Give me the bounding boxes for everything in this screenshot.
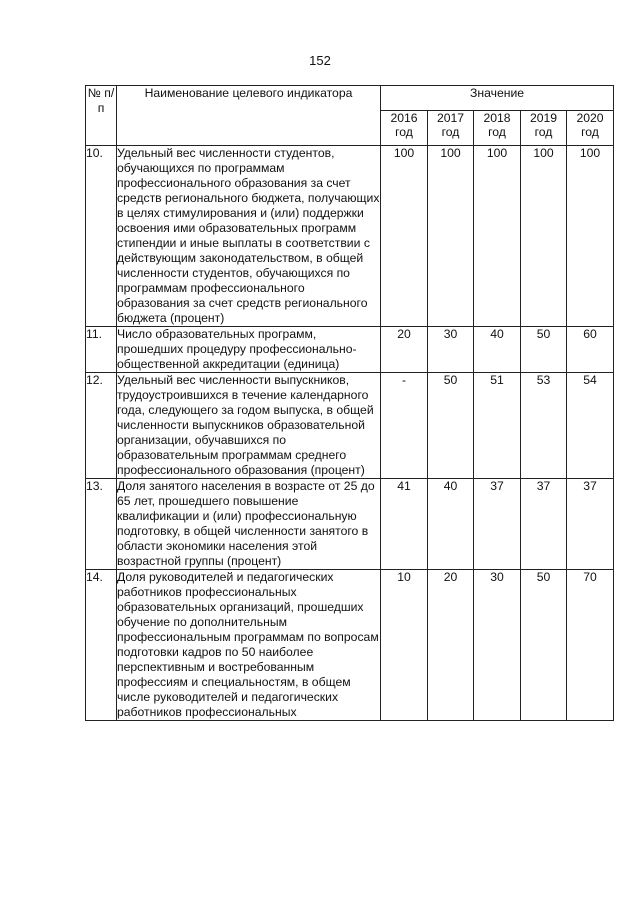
value-cell: 100 [567, 146, 614, 327]
value-cell: 53 [521, 373, 567, 479]
value-cell: 37 [521, 479, 567, 570]
indicator-name: Удельный вес численности студентов, обучающихся по программам профессионального образования за счет средств регионального бюджета, получающих в целях стимулирования и (или) поддержки освоения ими образовательных программ стипендии и иные выплаты в соответствии с действующим законодательством, в общей численности студентов, обучающихся по программам профессионального образования за счет средств регионального бюджета (процент) [117, 146, 380, 325]
page-number: 152 [309, 53, 331, 68]
value-cell: 54 [567, 373, 614, 479]
row-number: 10. [86, 146, 117, 327]
indicator-name: Удельный вес численности выпускников, трудоустроившихся в течение календарного года, следующего за годом выпуска, в общей численности выпускников образовательной организации, обучавшихся по образовательным программам среднего профессионального образования (процент) [117, 373, 381, 479]
value-cell: 51 [474, 373, 521, 479]
row-number: 14. [86, 570, 117, 721]
header-year: 2019 год [521, 111, 567, 146]
value-cell: 37 [474, 479, 521, 570]
table-row [86, 327, 614, 373]
value-cell: 50 [521, 570, 567, 721]
value-cell: 20 [381, 327, 428, 373]
value-cell: 40 [474, 327, 521, 373]
value-cell: 100 [521, 146, 567, 327]
table-row [86, 479, 614, 570]
value-cell: 30 [428, 327, 474, 373]
indicator-name: Число образовательных программ, прошедших процедуру профессионально-общественной аккредитации (единица) [117, 327, 381, 373]
value-cell: 40 [428, 479, 474, 570]
table-row [86, 146, 614, 327]
header-year: 2016 год [381, 111, 428, 146]
indicators-table [85, 85, 614, 721]
value-cell: 60 [567, 327, 614, 373]
header-indicator-name: Наименование целевого индикатора [117, 86, 381, 146]
header-year: 2017 год [428, 111, 474, 146]
value-cell: 50 [521, 327, 567, 373]
value-cell: 100 [428, 146, 474, 327]
value-cell: 20 [428, 570, 474, 721]
row-number: 11. [86, 327, 117, 373]
row-number: 12. [86, 373, 117, 479]
header-year: 2018 год [474, 111, 521, 146]
table-row [86, 373, 614, 479]
table-row [86, 570, 614, 721]
row-number: 13. [86, 479, 117, 570]
value-cell: 50 [428, 373, 474, 479]
value-cell: 100 [474, 146, 521, 327]
header-value: Значение [381, 86, 614, 111]
indicator-name: Доля занятого населения в возрасте от 25 до 65 лет, прошедшего повышение квалификации и (или) профессиональную подготовку, в общей численности занятого в области экономики населения этой возрастной группы (процент) [117, 479, 381, 570]
value-cell: 70 [567, 570, 614, 721]
value-cell: 41 [381, 479, 428, 570]
value-cell: 100 [381, 146, 428, 327]
header-number: № п/п [86, 86, 117, 146]
value-cell: 30 [474, 570, 521, 721]
value-cell: - [381, 373, 428, 479]
value-cell: 37 [567, 479, 614, 570]
header-year: 2020 год [567, 111, 614, 146]
value-cell: 10 [381, 570, 428, 721]
indicator-name: Доля руководителей и педагогических работников профессиональных образовательных организаций, прошедших обучение по дополнительным профессиональным программам по вопросам подготовки кадров по 50 наиболее перспективным и востребованным профессиям и специальностям, в общем числе руководителей и педагогических работников профессиональных [117, 570, 379, 719]
